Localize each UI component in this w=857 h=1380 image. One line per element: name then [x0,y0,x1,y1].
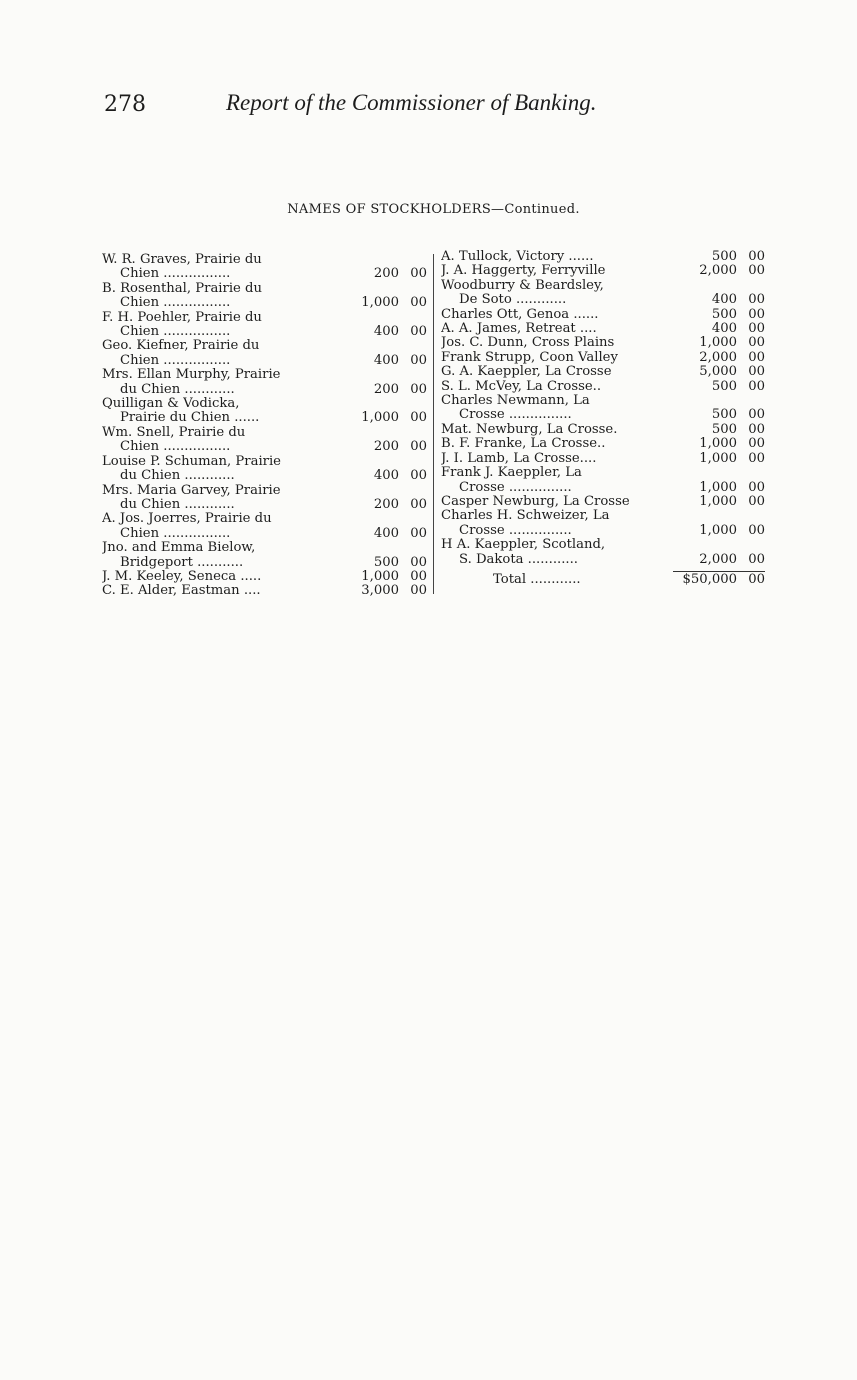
stockholder-name: Wm. Snell, Prairie du [102,425,246,440]
entry-line [102,440,427,454]
entry-line [441,279,765,293]
entry-line [441,351,765,365]
stockholder-name: Charles Newmann, La [441,394,590,409]
share-amount: 400 [373,525,399,541]
share-cents: 00 [748,349,765,365]
share-cents: 00 [410,583,427,599]
share-cents: 00 [748,378,765,394]
share-amount: 500 [711,407,737,423]
share-cents: 00 [410,381,427,397]
entry-line [102,311,427,325]
stockholder-name: C. E. Alder, Eastman .... [102,584,261,599]
stockholder-name: Chien ................ [120,325,231,340]
stockholder-entry [102,282,427,311]
share-cents: 00 [410,554,427,570]
entry-line [102,354,427,368]
share-amount: 1,000 [699,493,737,509]
stockholder-name: Prairie du Chien ...... [120,411,260,426]
share-amount: 1,000 [361,295,399,311]
stockholder-name: Woodburry & Beardsley, [441,278,604,293]
share-amount: 400 [373,468,399,484]
share-amount: 500 [711,306,737,322]
share-cents: 00 [748,335,765,351]
stockholder-name: Chien ................ [120,526,231,541]
share-amount: 400 [711,292,737,308]
share-amount: 1,000 [699,450,737,466]
stockholder-entry [441,308,765,322]
entry-line [102,397,427,411]
share-cents: 00 [748,321,765,337]
share-amount: 200 [373,439,399,455]
stockholder-entry [441,423,765,437]
share-cents: 00 [410,496,427,512]
share-amount: 2,000 [699,551,737,567]
stockholder-name: Mrs. Ellan Murphy, Prairie [102,368,281,383]
entry-line [102,512,427,526]
share-amount: 400 [373,324,399,340]
share-cents: 00 [748,479,765,495]
stockholder-entry [441,509,765,538]
stockholder-name: du Chien ............ [120,497,235,512]
entry-line [441,553,765,567]
stockholder-name: Louise P. Schuman, Prairie [102,454,281,469]
share-cents: 00 [410,324,427,340]
share-amount: 1,000 [699,479,737,495]
stockholder-name: B. F. Franke, La Crosse.. [441,437,606,452]
share-cents: 00 [410,439,427,455]
entry-line [441,293,765,307]
share-cents: 00 [410,525,427,541]
stockholder-entry [441,495,765,509]
entry-line [102,296,427,310]
share-cents: 00 [748,551,765,567]
stockholder-entry [102,339,427,368]
entry-line [102,484,427,498]
entry-line [441,394,765,408]
stockholder-entry [441,365,765,379]
stockholder-name: du Chien ............ [120,469,235,484]
entry-line [102,411,427,425]
stockholder-name: Mat. Newburg, La Crosse. [441,422,618,437]
stockholder-name: Chien ................ [120,440,231,455]
entry-line [102,253,427,267]
total-row [441,573,765,587]
entry-line [102,455,427,469]
stockholder-entry [441,538,765,567]
share-cents: 00 [410,410,427,426]
entry-line [102,469,427,483]
stockholder-name: Charles Ott, Genoa ...... [441,307,599,322]
share-cents: 00 [410,266,427,282]
entry-line [102,541,427,555]
column-divider [433,254,434,594]
stockholder-entry [441,394,765,423]
share-amount: 3,000 [361,583,399,599]
stockholder-name: A. Jos. Joerres, Prairie du [102,512,272,527]
share-cents: 00 [748,522,765,538]
section-title: NAMES OF STOCKHOLDERS—Continued. [287,202,580,217]
entry-line [102,584,427,598]
share-amount: 500 [711,378,737,394]
stockholder-entry [102,455,427,484]
entry-line [102,282,427,296]
entry-line [441,408,765,422]
share-cents: 00 [410,352,427,368]
stockholder-name: Geo. Kiefner, Prairie du [102,339,260,354]
share-amount: 1,000 [361,568,399,584]
stockholder-name: Mrs. Maria Garvey, Prairie [102,483,281,498]
entry-line [102,368,427,382]
share-cents: 00 [748,493,765,509]
stockholder-name: Bridgeport ........... [120,555,244,570]
share-amount: 5,000 [699,364,737,380]
stockholder-entry [441,336,765,350]
total-line [441,573,765,587]
stockholder-name: J. A. Haggerty, Ferryville [441,264,606,279]
entry-line [102,570,427,584]
page-number: 278 [104,92,146,117]
stockholder-name: G. A. Kaeppler, La Crosse [441,365,612,380]
stockholder-name: S. Dakota ............ [459,552,578,567]
left-stockholder-column [102,253,427,599]
stockholder-name: J. M. Keeley, Seneca ..... [102,569,262,584]
entry-line [441,452,765,466]
share-cents: 00 [410,468,427,484]
stockholder-name: Crosse ............... [459,408,572,423]
stockholder-name: Chien ................ [120,353,231,368]
stockholder-entry [441,250,765,264]
share-cents: 00 [748,364,765,380]
share-cents: 00 [748,450,765,466]
entry-line [441,466,765,480]
share-cents: 00 [748,249,765,264]
stockholder-entry [102,368,427,397]
share-amount: 1,000 [699,436,737,452]
stockholder-entry [102,253,427,282]
stockholder-entry [441,466,765,495]
stockholder-name: W. R. Graves, Prairie du [102,253,262,267]
total-label: Total ............ [493,572,581,587]
share-amount: 200 [373,266,399,282]
share-amount: 500 [711,249,737,264]
stockholder-entry [102,541,427,570]
share-cents: 00 [410,295,427,311]
stockholder-entry [441,264,765,278]
entry-line [102,426,427,440]
stockholder-name: De Soto ............ [459,293,567,308]
stockholder-name: Chien ................ [120,296,231,311]
share-cents: 00 [748,436,765,452]
entry-line [441,264,765,278]
stockholder-entry [441,437,765,451]
stockholder-name: B. Rosenthal, Prairie du [102,281,262,296]
entry-line [441,495,765,509]
entry-line [441,538,765,552]
stockholder-name: Frank J. Kaeppler, La [441,466,582,481]
entry-line [441,509,765,523]
stockholder-name: Crosse ............... [459,480,572,495]
stockholder-name: du Chien ............ [120,382,235,397]
share-cents: 00 [748,407,765,423]
entry-line [102,325,427,339]
share-amount: 1,000 [699,522,737,538]
entry-line [441,322,765,336]
right-stockholder-column [441,250,765,587]
entry-line [441,365,765,379]
entry-line [441,308,765,322]
entry-line [441,437,765,451]
entry-line [441,380,765,394]
entry-line [102,383,427,397]
stockholder-entry [102,311,427,340]
share-cents: 00 [748,306,765,322]
stockholder-entry [102,512,427,541]
stockholder-name: Frank Strupp, Coon Valley [441,350,618,365]
stockholder-name: Jos. C. Dunn, Cross Plains [441,336,615,351]
stockholder-name: Charles H. Schweizer, La [441,509,610,524]
share-amount: 2,000 [699,349,737,365]
share-cents: 00 [748,292,765,308]
entry-line [102,339,427,353]
stockholder-name: Crosse ............... [459,523,572,538]
share-amount: 200 [373,381,399,397]
stockholder-name: Jno. and Emma Bielow, [102,541,256,556]
stockholder-entry [441,322,765,336]
share-amount: 200 [373,496,399,512]
entry-line [102,527,427,541]
stockholder-entry [102,584,427,598]
stockholder-entry [102,426,427,455]
running-title: Report of the Commissioner of Banking. [226,90,597,115]
stockholder-entry [441,351,765,365]
stockholder-entry [102,570,427,584]
entry-line [441,481,765,495]
share-amount: 1,000 [361,410,399,426]
share-amount: 2,000 [699,263,737,279]
entry-line [102,267,427,281]
share-amount: 1,000 [699,335,737,351]
share-amount: 500 [711,421,737,437]
stockholder-entry [441,279,765,308]
stockholder-entry [441,380,765,394]
total-cents: 00 [748,571,765,587]
stockholder-name: Casper Newburg, La Crosse [441,494,630,509]
entry-line [102,556,427,570]
share-amount: 400 [373,352,399,368]
entry-line [102,498,427,512]
entry-line [441,336,765,350]
total-amount: $50,000 [682,571,737,587]
stockholder-name: J. I. Lamb, La Crosse.... [441,451,597,466]
total-rule [673,571,765,572]
stockholder-entry [102,397,427,426]
share-cents: 00 [410,568,427,584]
page-header [104,92,664,128]
stockholder-name: F. H. Poehler, Prairie du [102,310,262,325]
stockholder-name: H A. Kaeppler, Scotland, [441,538,606,553]
stockholder-entry [441,452,765,466]
stockholder-name: A. A. James, Retreat .... [441,322,597,337]
share-cents: 00 [748,421,765,437]
entry-line [441,524,765,538]
entry-line [441,250,765,264]
share-amount: 400 [711,321,737,337]
stockholder-name: S. L. McVey, La Crosse.. [441,379,602,394]
stockholder-name: A. Tullock, Victory ...... [441,250,594,264]
share-cents: 00 [748,263,765,279]
stockholder-name: Quilligan & Vodicka, [102,397,240,412]
entry-line [441,423,765,437]
share-amount: 500 [373,554,399,570]
stockholder-entry [102,484,427,513]
stockholder-name: Chien ................ [120,267,231,282]
